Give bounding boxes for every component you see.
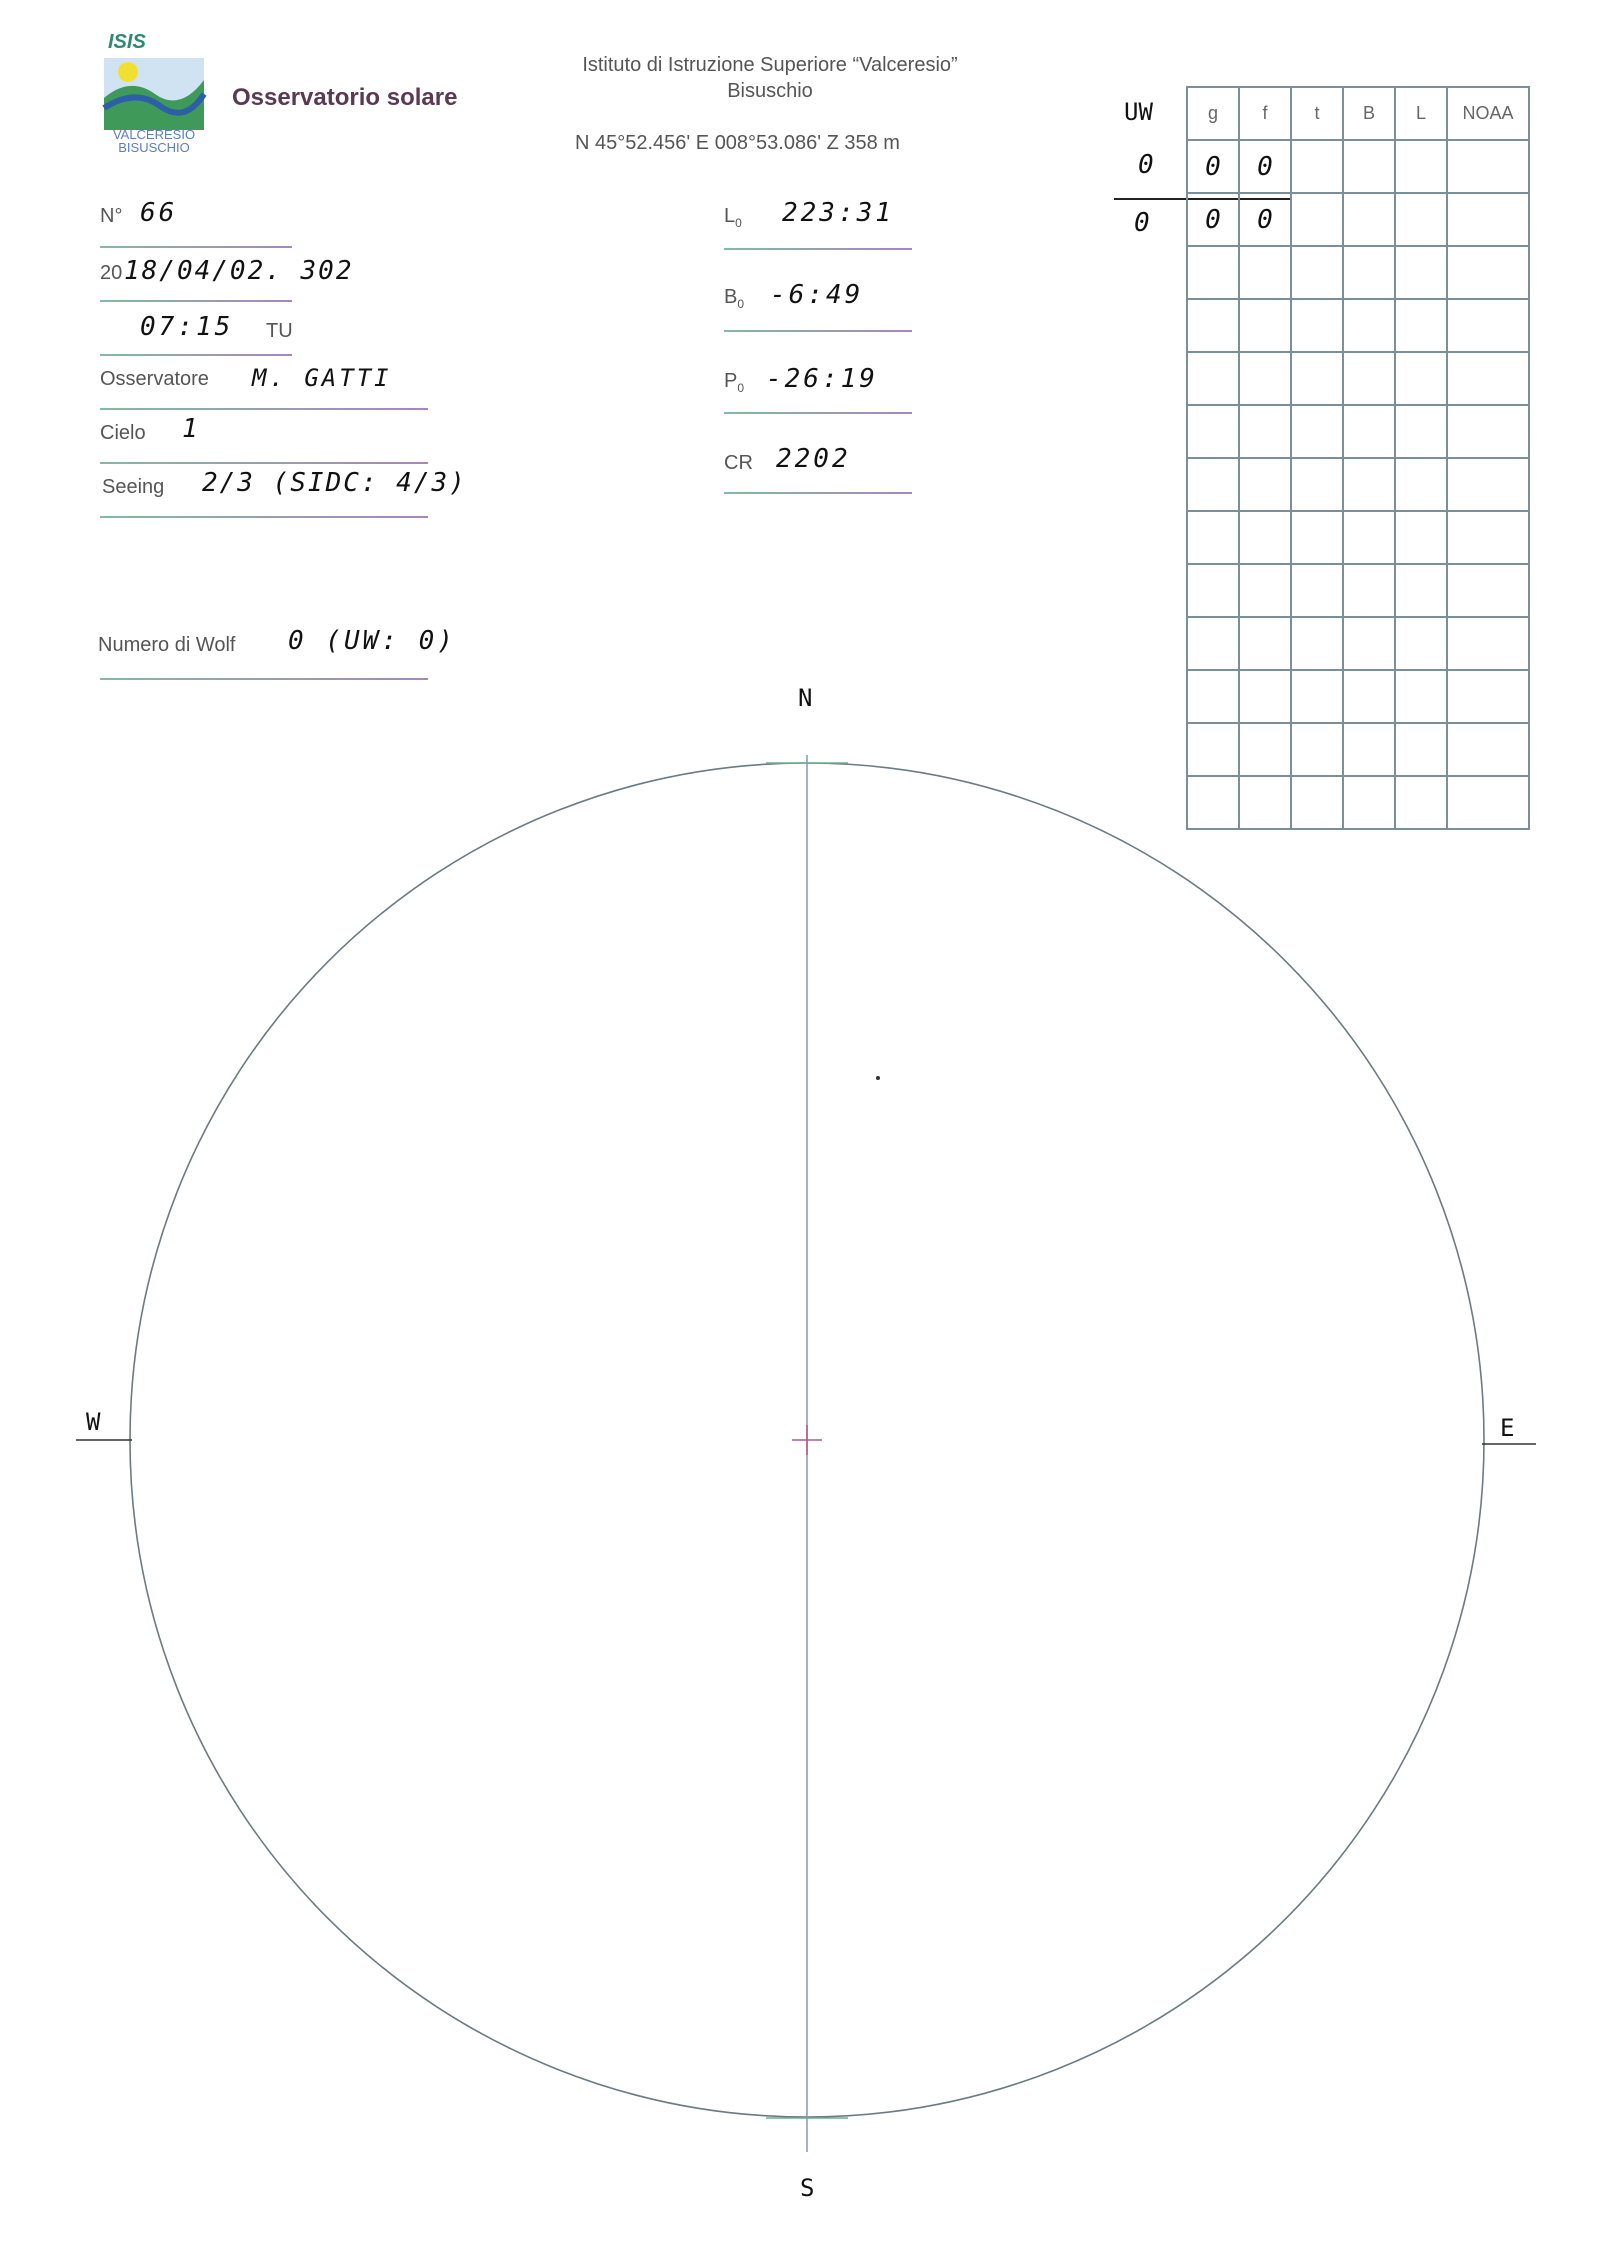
b0-label: $B_0$: [724, 286, 745, 311]
date-printed-prefix: 20: [100, 262, 123, 284]
l0-value: 223:31: [782, 198, 894, 228]
p0-label: $P_0$: [724, 370, 745, 395]
logo-top-text: ISIS: [108, 31, 146, 53]
cr-label: CR: [724, 452, 753, 474]
table-cell: 0: [1239, 140, 1291, 193]
east-label: E: [1500, 1414, 1515, 1442]
observer-value: M. GATTI: [252, 364, 392, 392]
uw-header: UW: [1124, 98, 1153, 126]
header-b: B: [1343, 87, 1395, 140]
observer-label: Osservatore: [100, 368, 209, 390]
logo-bottom-text-1: VALCERESIO: [112, 127, 196, 142]
uw-value-2: 0: [1134, 208, 1153, 238]
header-g: g: [1187, 87, 1239, 140]
seeing-value: 2/3 (SIDC: 4/3): [202, 468, 467, 498]
sky-label: Cielo: [100, 422, 146, 444]
date-value: 18/04/02. 302: [124, 256, 354, 286]
p0-subscript: 0: [737, 381, 745, 395]
table-cell: 0: [1187, 193, 1239, 246]
time-value: 07:15: [140, 312, 234, 342]
time-unit: TU: [266, 320, 293, 342]
table-cell: 0: [1187, 140, 1239, 193]
b0-value: -6:49: [770, 280, 864, 310]
observatory-coordinates: N 45°52.456' E 008°53.086' Z 358 m: [575, 132, 900, 154]
seeing-label: Seeing: [102, 476, 165, 498]
disk-dust-speck: [876, 1076, 880, 1080]
header-l: L: [1395, 87, 1447, 140]
number-value: 66: [140, 198, 178, 228]
north-label: N: [798, 684, 813, 712]
cr-value: 2202: [776, 444, 851, 474]
p0-value: -26:19: [766, 364, 878, 394]
logo-bottom-text-2: BISUSCHIO: [118, 140, 190, 155]
west-label: W: [86, 1408, 101, 1436]
header-f: f: [1239, 87, 1291, 140]
wolf-value: 0 (UW: 0): [288, 626, 456, 656]
sky-value: 1: [182, 414, 201, 444]
observatory-title: Osservatorio solare: [232, 84, 458, 111]
l0-label: $L_0$: [724, 205, 742, 230]
institute-town: Bisuschio: [727, 80, 813, 102]
header-t: t: [1291, 87, 1343, 140]
uw-value-1: 0: [1138, 150, 1157, 180]
wolf-label: Numero di Wolf: [98, 634, 236, 656]
b0-subscript: 0: [737, 297, 745, 311]
l0-subscript: 0: [735, 216, 742, 230]
header-noaa: NOAA: [1447, 87, 1529, 140]
institute-name: Istituto di Istruzione Superiore “Valceresio”: [582, 54, 958, 76]
table-cell: 0: [1239, 193, 1291, 246]
south-label: S: [800, 2174, 815, 2202]
number-label: N°: [100, 205, 123, 227]
